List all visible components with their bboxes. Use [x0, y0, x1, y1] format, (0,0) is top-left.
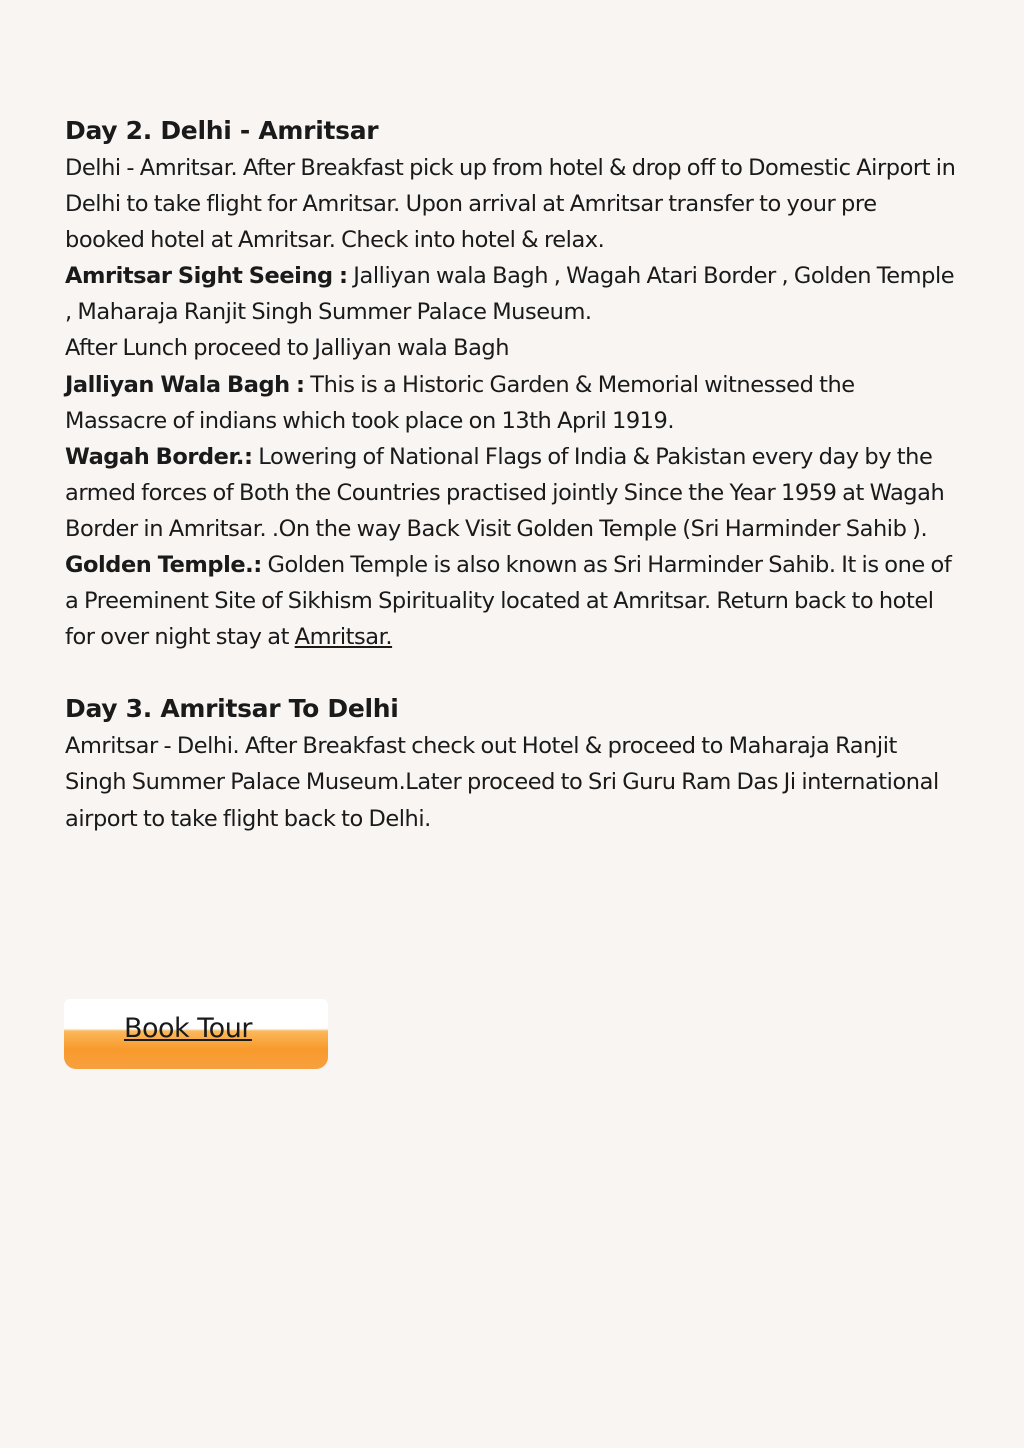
itinerary-content: [65, 112, 960, 837]
jalliyan-text: This is a Historic Garden & Memorial witnessed the Massacre of indians which took place on 13th April 1919.: [65, 371, 855, 434]
day2-wagah: [65, 439, 960, 547]
amritsar-link[interactable]: Amritsar.: [294, 624, 393, 651]
day3-title: Day 3. Amritsar To Delhi: [65, 694, 399, 724]
jalliyan-label: Jalliyan Wala Bagh :: [65, 371, 305, 398]
day2-intro: Delhi - Amritsar. After Breakfast pick up from hotel & drop off to Domestic Airport in Delhi to take flight for Amritsar. Upon arrival at Amritsar transfer to your pre booked hotel at Amritsar. Check into hotel & relax.: [65, 155, 956, 254]
day3-text: Amritsar - Delhi. After Breakfast check out Hotel & proceed to Maharaja Ranjit Singh Summer Palace Museum.Later proceed to Sri Guru Ram Das Ji international airport to take flight back to Delhi.: [65, 733, 939, 832]
sightseeing-text: Jalliyan wala Bagh , Wagah Atari Border , Golden Temple , Maharaja Ranjit Singh Summer Palace Museum.: [65, 263, 955, 326]
day2-golden: [65, 547, 960, 655]
book-tour-label[interactable]: Book Tour: [124, 1013, 252, 1044]
wagah-text: Lowering of National Flags of India & Pakistan every day by the armed forces of Both the Countries practised jointly Since the Year 1959 at Wagah Border in Amritsar. .On the way Back Visit Golden Temple (Sri Harminder Sahib ).: [65, 443, 945, 542]
day2-title: Day 2. Delhi - Amritsar: [65, 116, 379, 145]
golden-label: Golden Temple.:: [65, 552, 262, 579]
wagah-label: Wagah Border.:: [65, 443, 253, 470]
day2-jalliyan: [65, 367, 960, 439]
day2-after-lunch: After Lunch proceed to Jalliyan wala Bagh: [65, 335, 510, 362]
day2-sightseeing: [65, 258, 960, 330]
sightseeing-label: Amritsar Sight Seeing :: [65, 263, 348, 290]
book-tour-button[interactable]: [64, 999, 328, 1069]
golden-text: Golden Temple is also known as Sri Harminder Sahib. It is one of a Preeminent Site of Sikhism Spirituality located at Amritsar. Return back to hotel for over night stay at: [65, 552, 952, 651]
